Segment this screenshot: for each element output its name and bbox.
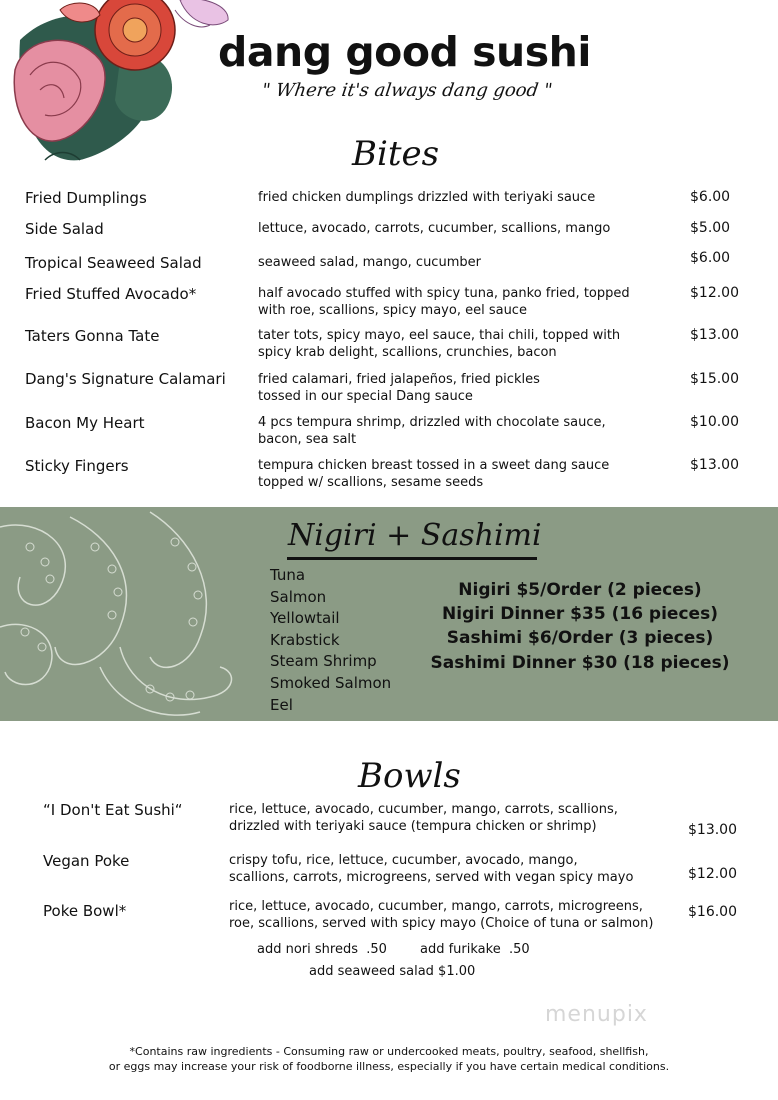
bowls-item-price: $12.00 <box>688 866 737 882</box>
bites-item-name: Tropical Seaweed Salad <box>25 254 202 272</box>
fish-item: Smoked Salmon <box>270 674 392 692</box>
section-heading-bowls: Bowls <box>358 756 461 796</box>
addon-furikake: add furikake .50 <box>420 942 530 957</box>
bites-item-price: $12.00 <box>690 285 739 301</box>
heading-underline <box>287 557 537 560</box>
bites-item-price: $15.00 <box>690 371 739 387</box>
fish-item: Salmon <box>270 588 327 606</box>
bowls-item-desc: crispy tofu, rice, lettuce, cucumber, avocado, mango, scallions, carrots, microgreens, served with vegan spicy mayo <box>229 853 634 885</box>
nigiri-price: Sashimi $6/Order (3 pieces) <box>446 628 714 648</box>
bowls-item-price: $13.00 <box>688 822 737 838</box>
fish-item: Yellowtail <box>270 609 340 627</box>
addon-nori: add nori shreds .50 <box>257 942 387 957</box>
nigiri-price: Nigiri Dinner $35 (16 pieces) <box>442 604 718 624</box>
fish-item: Steam Shrimp <box>270 652 377 670</box>
bowls-item-name: Vegan Poke <box>43 852 130 870</box>
page-title: dang good sushi <box>218 28 591 76</box>
bites-item-name: Fried Stuffed Avocado* <box>25 285 197 303</box>
octopus-illustration <box>0 507 240 721</box>
addon-seaweed: add seaweed salad $1.00 <box>309 964 476 979</box>
bites-item-desc: tempura chicken breast tossed in a sweet dang sauce topped w/ scallions, sesame seeds <box>258 458 610 490</box>
bites-item-price: $6.00 <box>690 250 731 266</box>
bowls-item-name: “I Don't Eat Sushi“ <box>43 801 183 819</box>
section-heading-bites: Bites <box>352 134 440 174</box>
bites-item-price: $13.00 <box>690 457 739 473</box>
section-heading-nigiri: Nigiri + Sashimi <box>288 518 542 553</box>
bites-item-desc: tater tots, spicy mayo, eel sauce, thai chili, topped with spicy krab delight, scallions, crunchies, bacon <box>258 328 621 360</box>
bowls-item-desc: rice, lettuce, avocado, cucumber, mango, carrots, scallions, drizzled with teriyaki sauce (tempura chicken or shrimp) <box>229 802 618 834</box>
watermark: menupix <box>545 1002 648 1027</box>
bites-item-name: Sticky Fingers <box>25 457 129 475</box>
bites-item-name: Side Salad <box>25 220 104 238</box>
nigiri-price: Nigiri $5/Order (2 pieces) <box>458 580 702 600</box>
bites-item-desc: seaweed salad, mango, cucumber <box>258 255 481 270</box>
disclaimer: *Contains raw ingredients - Consuming raw or undercooked meats, poultry, seafood, shellfish, or eggs may increase your risk of foodborne illness, especially if you have certain medical conditions. <box>108 1045 670 1073</box>
bowls-item-price: $16.00 <box>688 904 737 920</box>
bowls-item-desc: rice, lettuce, avocado, cucumber, mango, carrots, microgreens, roe, scallions, served with spicy mayo (Choice of tuna or salmon) <box>229 899 654 931</box>
floral-decoration <box>0 0 235 175</box>
bites-item-desc: 4 pcs tempura shrimp, drizzled with chocolate sauce, bacon, sea salt <box>258 415 606 447</box>
bowls-item-name: Poke Bowl* <box>43 902 127 920</box>
bites-item-desc: half avocado stuffed with spicy tuna, panko fried, topped with roe, scallions, spicy mayo, eel sauce <box>258 286 630 318</box>
bites-item-name: Taters Gonna Tate <box>25 327 160 345</box>
bites-item-name: Bacon My Heart <box>25 414 145 432</box>
fish-item: Eel <box>270 696 293 714</box>
bites-item-price: $6.00 <box>690 189 731 205</box>
bites-item-desc: fried chicken dumplings drizzled with teriyaki sauce <box>258 190 596 205</box>
bites-item-desc: fried calamari, fried jalapeños, fried pickles tossed in our special Dang sauce <box>258 372 540 404</box>
fish-item: Tuna <box>270 566 306 584</box>
bites-item-price: $5.00 <box>690 220 731 236</box>
bites-item-name: Fried Dumplings <box>25 189 147 207</box>
tagline: " Where it's always dang good " <box>260 80 554 101</box>
nigiri-price: Sashimi Dinner $30 (18 pieces) <box>430 653 730 673</box>
bites-item-price: $10.00 <box>690 414 739 430</box>
bites-item-price: $13.00 <box>690 327 739 343</box>
bites-item-name: Dang's Signature Calamari <box>25 370 226 388</box>
fish-item: Krabstick <box>270 631 340 649</box>
bites-item-desc: lettuce, avocado, carrots, cucumber, scallions, mango <box>258 221 611 236</box>
